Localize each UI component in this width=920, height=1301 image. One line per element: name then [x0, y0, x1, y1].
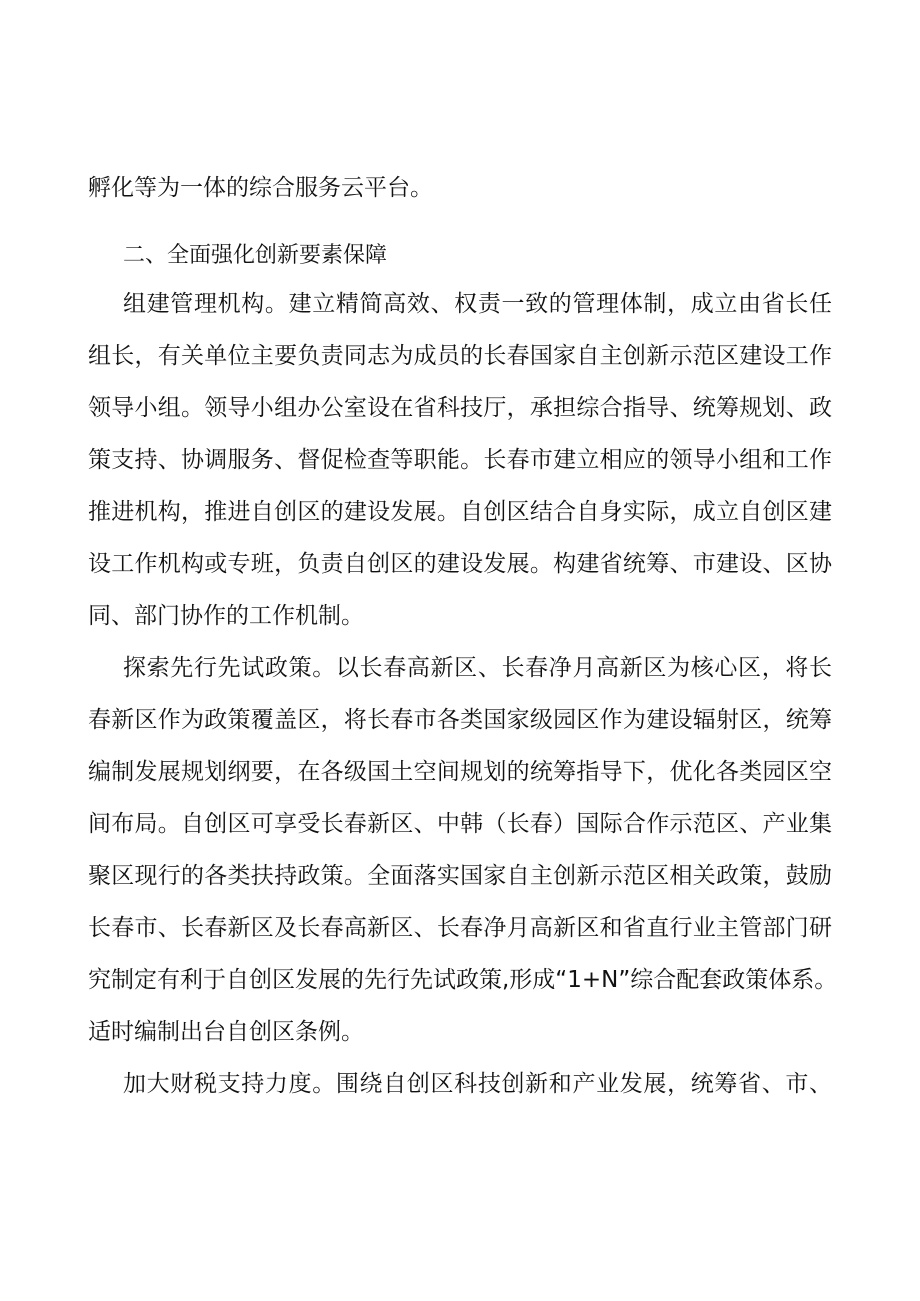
paragraph-2-line-5: 聚区现行的各类扶持政策。全面落实国家自主创新示范区相关政策，鼓励	[88, 863, 832, 889]
paragraph-2-line-2: 春新区作为政策覆盖区，将长春市各类国家级园区作为建设辐射区，统筹	[88, 707, 832, 733]
paragraph-2-line-7: 究制定有利于自创区发展的先行先试政策,形成“1+N”综合配套政策体系。	[88, 967, 838, 993]
paragraph-1-line-6: 设工作机构或专班，负责自创区的建设发展。构建省统筹、市建设、区协	[88, 551, 832, 577]
paragraph-1-line-5: 推进机构，推进自创区的建设发展。自创区结合自身实际，成立自创区建	[88, 499, 832, 525]
paragraph-1-line-7: 同、部门协作的工作机制。	[88, 603, 364, 629]
intro-line: 孵化等为一体的综合服务云平台。	[88, 175, 433, 201]
paragraph-1-line-1: 组建管理机构。建立精简高效、权责一致的管理体制，成立由省长任	[123, 291, 832, 317]
section-heading: 二、全面强化创新要素保障	[123, 243, 388, 268]
paragraph-2-line-1: 探索先行先试政策。以长春高新区、长春净月高新区为核心区，将长	[123, 655, 832, 681]
paragraph-1-line-2: 组长，有关单位主要负责同志为成员的长春国家自主创新示范区建设工作	[88, 343, 832, 369]
paragraph-2-line-8: 适时编制出台自创区条例。	[88, 1019, 364, 1045]
paragraph-1-line-3: 领导小组。领导小组办公室设在省科技厅，承担综合指导、统筹规划、政	[88, 395, 832, 421]
paragraph-3-line-1: 加大财税支持力度。围绕自创区科技创新和产业发展，统筹省、市、	[123, 1071, 832, 1097]
paragraph-1-line-4: 策支持、协调服务、督促检查等职能。长春市建立相应的领导小组和工作	[88, 447, 832, 473]
paragraph-2-line-3: 编制发展规划纲要，在各级国土空间规划的统筹指导下，优化各类园区空	[88, 759, 832, 785]
paragraph-2-line-4: 间布局。自创区可享受长春新区、中韩（长春）国际合作示范区、产业集	[88, 811, 832, 837]
paragraph-2-line-6: 长春市、长春新区及长春高新区、长春净月高新区和省直行业主管部门研	[88, 915, 832, 941]
